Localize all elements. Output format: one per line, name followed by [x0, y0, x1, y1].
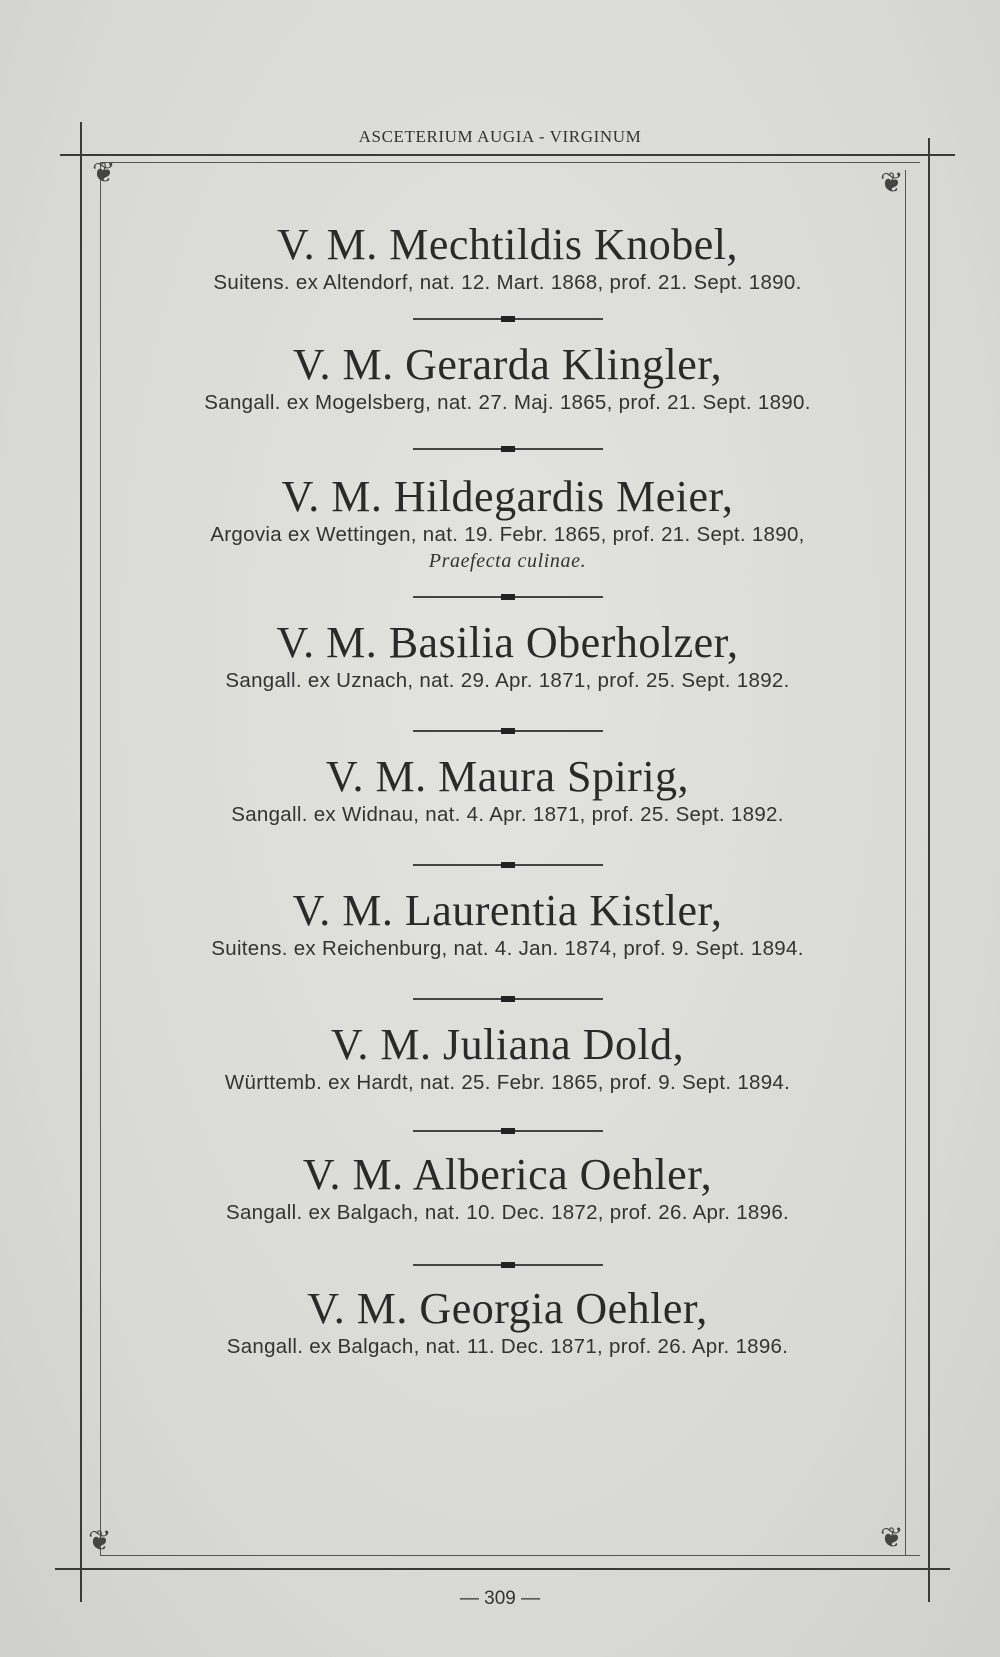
- corner-ornament-icon: ❦: [880, 168, 904, 199]
- frame-top-inner-rule: [100, 162, 920, 163]
- running-header: ASCETERIUM AUGIA - VIRGINUM: [358, 127, 642, 146]
- entry-details: Sangall. ex Balgach, nat. 11. Dec. 1871, prof. 26. Apr. 1896.: [226, 1335, 789, 1358]
- entry-name: V. M. Hildegardis Meier,: [281, 472, 734, 521]
- list-item: [120, 1150, 895, 1246]
- entry-name: V. M. Maura Spirig,: [325, 752, 690, 801]
- separator-rule: [413, 448, 603, 450]
- entry-details: Argovia ex Wettingen, nat. 19. Febr. 1865, prof. 21. Sept. 1890,: [210, 523, 805, 546]
- separator-rule: [413, 864, 603, 866]
- separator-rule: [413, 998, 603, 1000]
- list-item: [120, 1284, 895, 1380]
- entry-office: Praefecta culinae.: [428, 550, 587, 572]
- list-item: [120, 472, 895, 594]
- list-item: [120, 752, 895, 848]
- entry-details: Sangall. ex Balgach, nat. 10. Dec. 1872, prof. 26. Apr. 1896.: [225, 1201, 790, 1224]
- list-item: [120, 220, 895, 316]
- list-item: [120, 340, 895, 436]
- frame-left-outer-rule: [80, 122, 82, 1602]
- corner-ornament-icon: ❦: [880, 1523, 904, 1554]
- entry-details: Suitens. ex Reichenburg, nat. 4. Jan. 1874, prof. 9. Sept. 1894.: [211, 937, 804, 960]
- entry-details: Sangall. ex Widnau, nat. 4. Apr. 1871, prof. 25. Sept. 1892.: [231, 803, 784, 826]
- entry-name: V. M. Juliana Dold,: [330, 1020, 685, 1069]
- frame-top-outer-rule: [60, 154, 955, 156]
- frame-bottom-outer-rule: [55, 1568, 950, 1570]
- page-number: — 309 —: [459, 1588, 541, 1609]
- entry-name: V. M. Laurentia Kistler,: [292, 886, 723, 935]
- entry-details: Sangall. ex Mogelsberg, nat. 27. Maj. 1865, prof. 21. Sept. 1890.: [204, 391, 811, 414]
- entry-name: V. M. Gerarda Klingler,: [292, 340, 723, 389]
- entry-list: [120, 220, 895, 1380]
- list-item: [120, 886, 895, 982]
- corner-ornament-icon: ❦: [92, 158, 116, 189]
- frame-left-inner-rule: [100, 162, 101, 1556]
- entry-name: V. M. Georgia Oehler,: [307, 1284, 708, 1333]
- frame-right-outer-rule: [928, 138, 930, 1602]
- entry-name: V. M. Alberica Oehler,: [302, 1150, 713, 1199]
- separator-rule: [413, 596, 603, 598]
- list-item: [120, 1020, 895, 1116]
- corner-ornament-icon: ❦: [88, 1526, 112, 1557]
- list-item: [120, 618, 895, 714]
- entry-details: Sangall. ex Uznach, nat. 29. Apr. 1871, prof. 25. Sept. 1892.: [225, 669, 790, 692]
- entry-name: V. M. Basilia Oberholzer,: [276, 618, 739, 667]
- separator-rule: [413, 1130, 603, 1132]
- entry-details: Suitens. ex Altendorf, nat. 12. Mart. 1868, prof. 21. Sept. 1890.: [213, 271, 802, 294]
- separator-rule: [413, 318, 603, 320]
- separator-rule: [413, 1264, 603, 1266]
- frame-right-inner-rule: [905, 170, 906, 1555]
- entry-name: V. M. Mechtildis Knobel,: [277, 220, 738, 269]
- frame-bottom-inner-rule: [100, 1555, 920, 1556]
- separator-rule: [413, 730, 603, 732]
- entry-details: Württemb. ex Hardt, nat. 25. Febr. 1865, prof. 9. Sept. 1894.: [224, 1071, 791, 1094]
